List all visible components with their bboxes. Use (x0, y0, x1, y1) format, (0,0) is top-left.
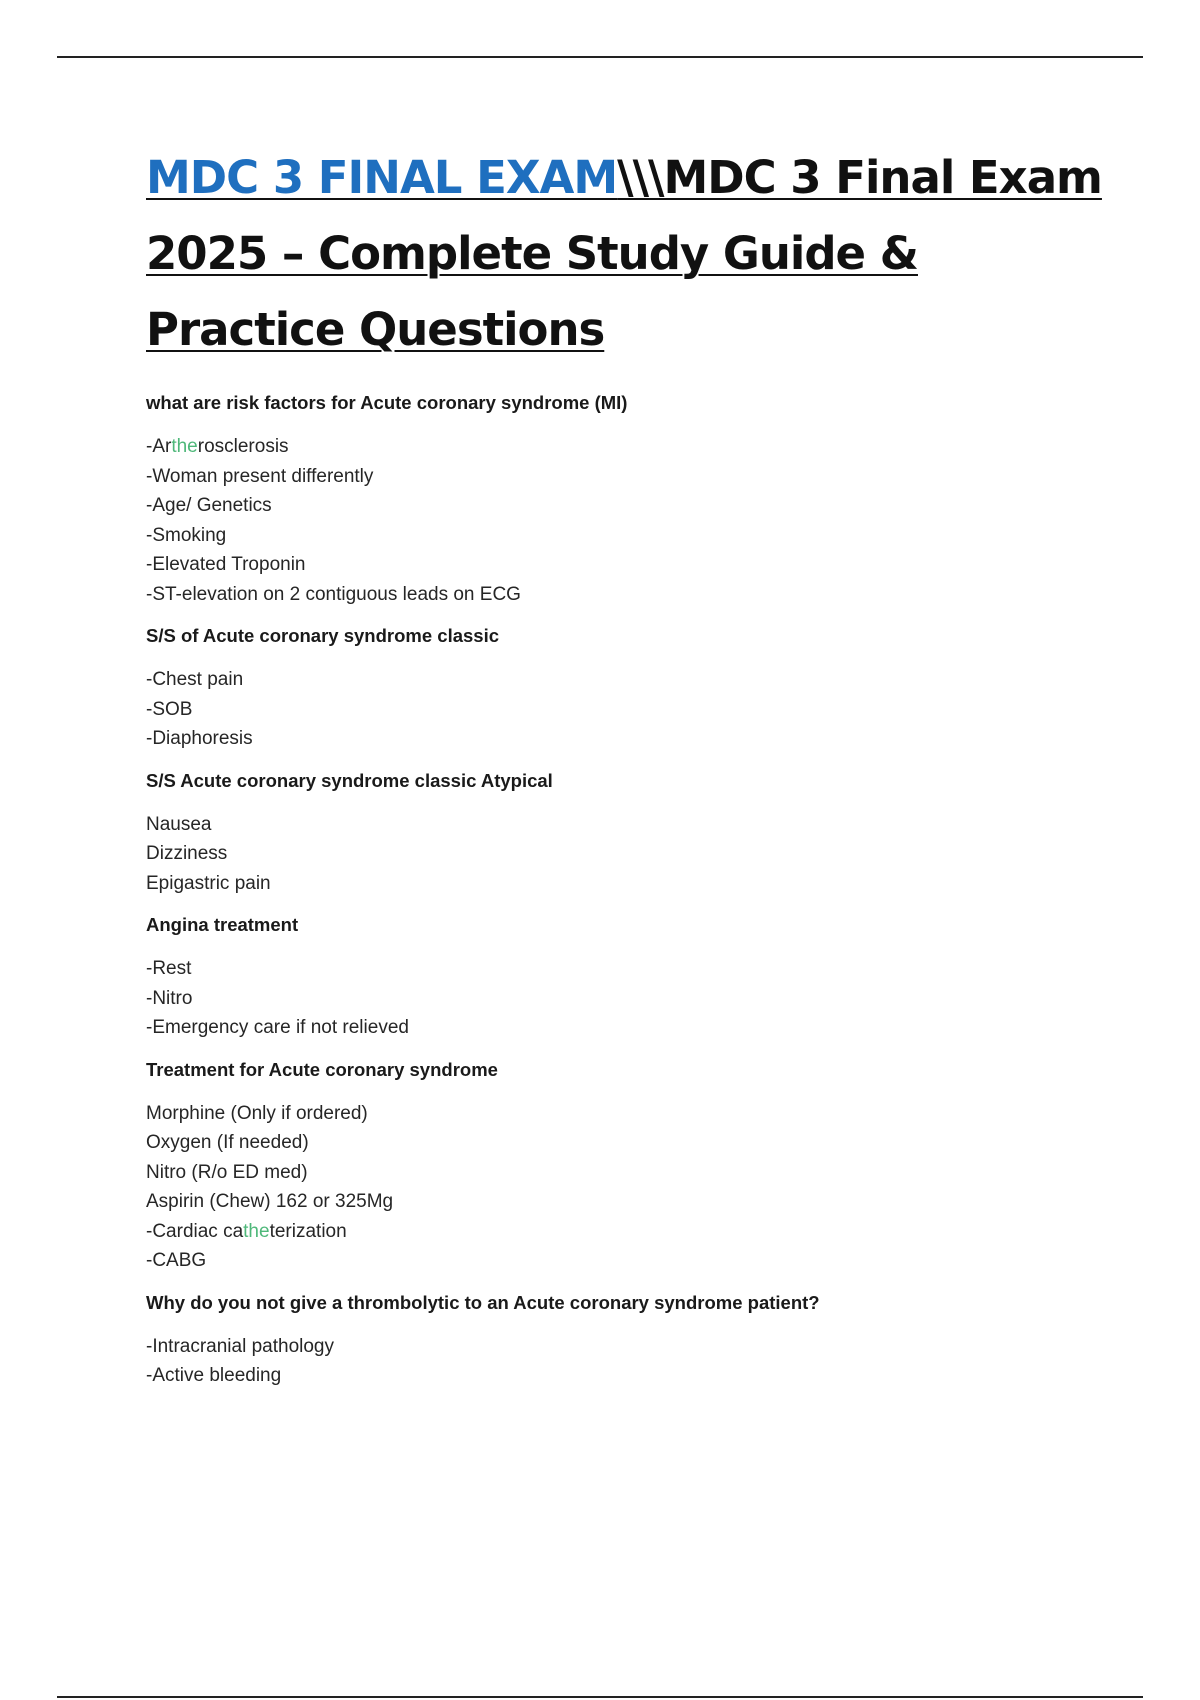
answer-list (146, 665, 1106, 754)
qa-block (146, 914, 1106, 1043)
answer-list (146, 1332, 1106, 1391)
answer-text: -Elevated Troponin (146, 554, 306, 575)
answer-item (146, 1013, 1106, 1043)
answer-item (146, 695, 1106, 725)
answer-item (146, 810, 1106, 840)
answer-item (146, 1158, 1106, 1188)
answer-item (146, 1217, 1106, 1247)
qa-list (146, 392, 1106, 1391)
highlighted-text: the (243, 1220, 270, 1242)
answer-text: Dizziness (146, 843, 228, 864)
answer-text: -Ar (146, 436, 172, 457)
title-link[interactable]: MDC 3 FINAL EXAM (146, 151, 618, 204)
answer-text: -Nitro (146, 987, 193, 1009)
answer-text: Aspirin (Chew) 162 or 325Mg (146, 1191, 394, 1212)
answer-text: -Chest pain (146, 669, 244, 690)
answer-text: -Emergency care if not relieved (146, 1017, 409, 1038)
header-rule (57, 56, 1143, 58)
document-body (146, 140, 1106, 1407)
answer-text: -Active bleeding (146, 1365, 282, 1386)
answer-text: rosclerosis (197, 436, 289, 457)
answer-list (146, 1099, 1106, 1276)
answer-text: -CABG (146, 1250, 207, 1271)
answer-item (146, 580, 1106, 610)
answer-item (146, 1128, 1106, 1158)
answer-text: Morphine (Only if ordered) (146, 1102, 368, 1124)
answer-text: -Smoking (146, 524, 227, 546)
answer-item (146, 1332, 1106, 1362)
answer-text: -Age/ Genetics (146, 495, 272, 516)
answer-item (146, 462, 1106, 492)
answer-text: -Diaphoresis (146, 728, 253, 749)
answer-text: -SOB (146, 698, 193, 720)
answer-text: Epigastric pain (146, 872, 271, 894)
answer-text: -Cardiac ca (146, 1220, 244, 1242)
question-heading: S/S of Acute coronary syndrome classic (146, 625, 499, 646)
answer-list (146, 432, 1106, 609)
document-title (146, 140, 1106, 368)
answer-item (146, 724, 1106, 754)
answer-text: Oxygen (If needed) (146, 1132, 309, 1153)
footer-rule (57, 1696, 1143, 1698)
answer-item (146, 984, 1106, 1014)
answer-text: Nausea (146, 813, 212, 835)
qa-block (146, 392, 1106, 609)
answer-item (146, 491, 1106, 521)
qa-block (146, 770, 1106, 899)
answer-list (146, 954, 1106, 1043)
qa-block (146, 1059, 1106, 1276)
answer-item (146, 665, 1106, 695)
answer-item (146, 839, 1106, 869)
question-heading: Angina treatment (146, 914, 299, 935)
answer-item (146, 432, 1106, 462)
answer-item (146, 521, 1106, 551)
highlighted-text: the (171, 436, 198, 457)
answer-text: -ST-elevation on 2 contiguous leads on ECG (146, 583, 521, 605)
answer-text: terization (269, 1220, 347, 1242)
answer-item (146, 1099, 1106, 1129)
answer-item (146, 1187, 1106, 1217)
question-heading: S/S Acute coronary syndrome classic Atypical (146, 769, 553, 791)
answer-item (146, 550, 1106, 580)
question-heading: Treatment for Acute coronary syndrome (146, 1058, 498, 1080)
qa-block (146, 625, 1106, 754)
answer-list (146, 810, 1106, 899)
answer-item (146, 1361, 1106, 1391)
question-heading: what are risk factors for Acute coronary syndrome (MI) (146, 392, 628, 413)
answer-text: -Intracranial pathology (146, 1335, 334, 1357)
question-heading: Why do you not give a thrombolytic to an Acute coronary syndrome patient? (146, 1291, 820, 1313)
answer-text: Nitro (R/o ED med) (146, 1161, 308, 1183)
qa-block (146, 1292, 1106, 1391)
answer-item (146, 869, 1106, 899)
title-text: \\\MDC 3 Final Exam 2025 – Complete Study Guide & Practice Questions (146, 151, 1102, 356)
answer-item (146, 1246, 1106, 1276)
answer-text: -Woman present differently (146, 465, 374, 487)
answer-item (146, 954, 1106, 984)
answer-text: -Rest (146, 958, 192, 979)
